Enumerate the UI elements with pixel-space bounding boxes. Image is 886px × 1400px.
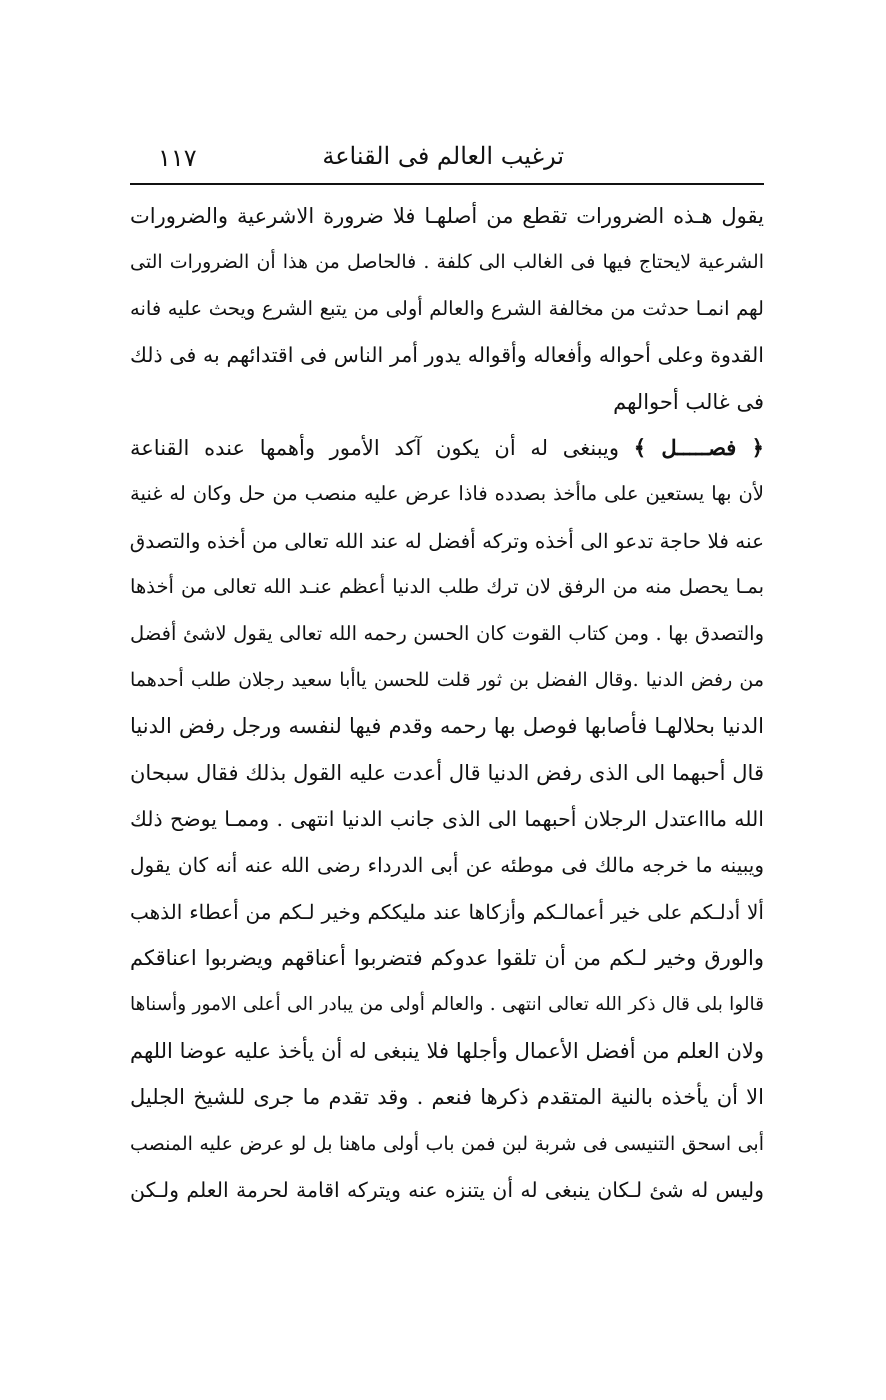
text-line: لهم انمـا حدثت من مخالفة الشرع والعالم أولى من يتبع الشرع ويحث عليه فانه [130,296,764,320]
text-line: الله ماااعتدل الرجلان أحبهما الى الذى جانب الدنيا انتهى . وممـا يوضح ذلك [130,807,764,832]
section-line [130,425,764,471]
text-line: بمـا يحصل منه من الرفق لان ترك طلب الدنيا أعظم عنـد الله تعالى من أخذها [130,575,764,599]
running-title: ترغيب العالم فى القناعة [322,142,564,170]
text-line: قالوا بلى قال ذكر الله تعالى انتهى . والعالم أولى من يبادر الى أعلى الامور وأسناها [130,993,764,1015]
text-line: ألا أدلـكم على خير أعمالـكم وأزكاها عند مليككم وخير لـكم من أعطاء الذهب [130,899,764,924]
text-line: والتصدق بها . ومن كتاب القوت كان الحسن رحمه الله تعالى يقول لاشئ أفضل [130,621,764,645]
text-line: وليس له شئ لـكان ينبغى له أن يتنزه عنه ويتركه اقامة لحرمة العلم ولـكن [130,1178,764,1203]
text-line: والورق وخير لـكم من أن تلقوا عدوكم فتضربوا أعناقهم ويضربوا اعناقكم [130,946,764,971]
text-line: قال أحبهما الى الذى رفض الدنيا قال أعدت عليه القول بذلك فقال سبحان [130,760,764,785]
page-number: ١١٧ [158,144,197,172]
page-header [130,138,764,182]
text-line: الشرعية لايحتاج فيها فى الغالب الى كلفة . فالحاصل من هذا أن الضرورات التى [130,251,764,274]
text-line: أبى اسحق التنيسى فى شربة لبن فمن باب أولى ماهنا بل لو عرض عليه المنصب [130,1132,764,1155]
body-text [130,193,764,1214]
header-rule [130,183,764,185]
text-line: ويبينه ما خرجه مالك فى موطئه عن أبى الدرداء رضى الله عنه أنه كان يقول [130,853,764,878]
section-line-text: ويبنغى له أن يكون آكد الأمور وأهمها عنده القناعة [130,435,620,460]
text-line: الدنيا بحلالهـا فأصابها فوصل بها رحمه وقدم فيها لنفسه ورجل رفض الدنيا [130,714,764,739]
text-line: لأن بها يستعين على ماأخذ بصدده فاذا عرض عليه منصب من حل وكان له غنية [130,482,764,506]
text-line: الا أن يأخذه بالنية المتقدم ذكرها فنعم . وقد تقدم ما جرى للشيخ الجليل [130,1085,764,1110]
text-line: ولان العلم من أفضل الأعمال وأجلها فلا ينبغى له أن يأخذ عليه عوضا اللهم [130,1039,764,1064]
text-line: يقول هـذه الضرورات تقطع من أصلهـا فلا ضرورة الاشرعية والضرورات [130,204,764,228]
text-line: عنه فلا حاجة تدعو الى أخذه وتركه أفضل له عند الله تعالى من أخذه والتصدق [130,528,764,553]
text-line: فى غالب أحوالهم [613,389,764,414]
section-heading: ﴿ فصـــــل ﴾ [633,434,764,460]
text-line: القدوة وعلى أحواله وأفعاله وأقواله يدور أمر الناس فى اقتدائهم به فى ذلك [130,343,764,368]
text-line: من رفض الدنيا .وقال الفضل بن ثور قلت للحسن ياأبا سعيد رجلان طلب أحدهما [130,668,764,691]
